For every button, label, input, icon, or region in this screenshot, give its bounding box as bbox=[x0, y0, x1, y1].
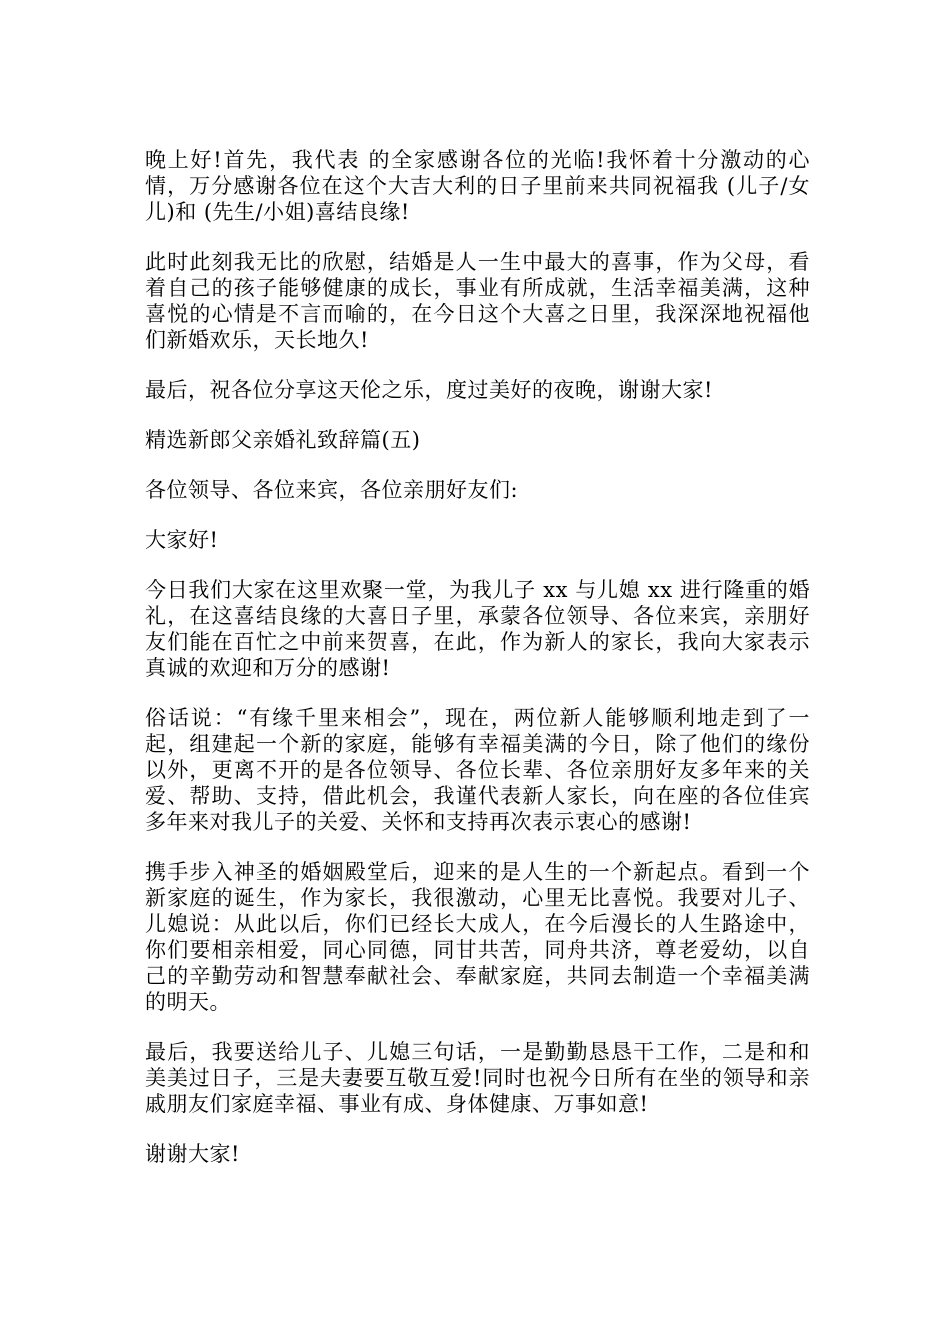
paragraph-welcome: 今日我们大家在这里欢聚一堂，为我儿子 xx 与儿媳 xx 进行隆重的婚礼，在这喜结良缘的大喜日子里，承蒙各位领导、各位来宾，亲朋好友们能在百忙之中前来贺喜，在此，作为新人的家长，我向大家表示真诚的欢迎和万分的感谢! bbox=[145, 578, 810, 680]
paragraph-advice: 携手步入神圣的婚姻殿堂后，迎来的是人生的一个新起点。看到一个新家庭的诞生，作为家长，我很激动，心里无比喜悦。我要对儿子、儿媳说：从此以后，你们已经长大成人，在今后漫长的人生路途中，你们要相亲相爱，同心同德，同甘共苦，同舟共济，尊老爱幼，以自己的辛勤劳动和智慧奉献社会、奉献家庭，共同去制造一个幸福美满的明天。 bbox=[145, 860, 810, 1014]
paragraph-hello: 大家好! bbox=[145, 528, 219, 552]
paragraph-salutation: 各位领导、各位来宾，各位亲朋好友们: bbox=[145, 478, 519, 502]
section-heading: 精选新郎父亲婚礼致辞篇(五) bbox=[145, 428, 421, 452]
paragraph-greeting: 晚上好!首先，我代表 的全家感谢各位的光临!我怀着十分激动的心情，万分感谢各位在这个大吉大利的日子里前来共同祝福我 (儿子/女儿)和 (先生/小姐)喜结良缘! bbox=[145, 148, 810, 224]
paragraph-blessing: 此时此刻我无比的欣慰，结婚是人一生中最大的喜事，作为父母，看着自己的孩子能够健康的成长，事业有所成就，生活幸福美满，这种喜悦的心情是不言而喻的，在今日这个大喜之日里，我深深地祝福他们新婚欢乐，天长地久! bbox=[145, 250, 810, 352]
paragraph-final-words: 最后，我要送给儿子、儿媳三句话，一是勤勤恳恳干工作，二是和和美美过日子，三是夫妻要互敬互爱!同时也祝今日所有在坐的领导和亲戚朋友们家庭幸福、事业有成、身体健康、万事如意! bbox=[145, 1040, 810, 1116]
paragraph-closing: 最后，祝各位分享这天伦之乐，度过美好的夜晚，谢谢大家! bbox=[145, 378, 713, 402]
paragraph-thank-you: 谢谢大家! bbox=[145, 1142, 240, 1166]
document-body bbox=[145, 147, 810, 1191]
paragraph-thanks: 俗话说：“有缘千里来相会”，现在，两位新人能够顺利地走到了一起，组建起一个新的家庭，能够有幸福美满的今日，除了他们的缘份以外，更离不开的是各位领导、各位长辈、各位亲朋好友多年来的关爱、帮助、支持，借此机会，我谨代表新人家长，向在座的各位佳宾多年来对我儿子的关爱、关怀和支持再次表示衷心的感谢! bbox=[145, 706, 810, 834]
